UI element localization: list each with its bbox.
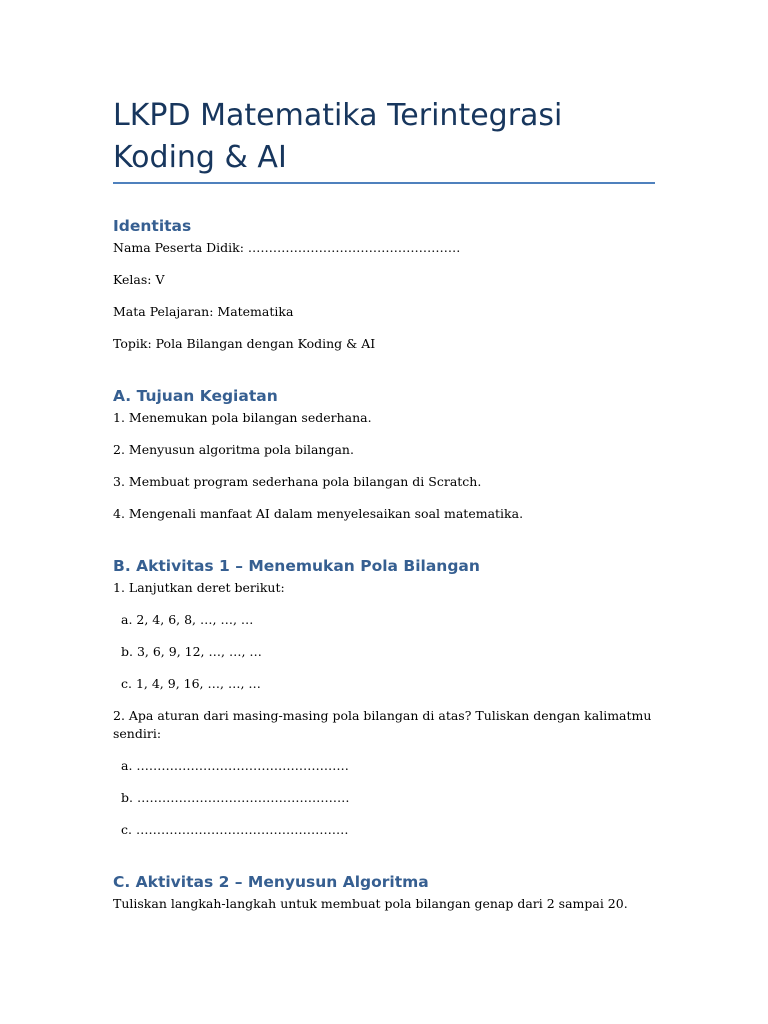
title-divider bbox=[113, 182, 655, 184]
answer-line: a. …………………………………………… bbox=[121, 758, 349, 773]
question-2: 2. Apa aturan dari masing-masing pola bilangan di atas? Tuliskan dengan kalimatmu sendiri: bbox=[113, 708, 652, 741]
section-heading-tujuan: A. Tujuan Kegiatan bbox=[113, 387, 278, 405]
field-nama: Nama Peserta Didik: …………………………………………… bbox=[113, 240, 461, 255]
field-kelas: Kelas: V bbox=[113, 272, 165, 287]
field-topik: Topik: Pola Bilangan dengan Koding & AI bbox=[113, 336, 376, 351]
list-item: b. 3, 6, 9, 12, …, …, … bbox=[121, 644, 262, 659]
section-heading-identitas: Identitas bbox=[113, 217, 192, 235]
list-item: c. 1, 4, 9, 16, …, …, … bbox=[121, 676, 261, 691]
section-heading-aktivitas2: C. Aktivitas 2 – Menyusun Algoritma bbox=[113, 873, 429, 891]
list-item: 3. Membuat program sederhana pola bilangan di Scratch. bbox=[113, 474, 482, 489]
document-page bbox=[113, 0, 658, 913]
question-1: 1. Lanjutkan deret berikut: bbox=[113, 580, 285, 595]
list-item: 4. Mengenali manfaat AI dalam menyelesaikan soal matematika. bbox=[113, 506, 524, 521]
document-title: LKPD Matematika Terintegrasi Koding & AI bbox=[113, 98, 563, 175]
section-heading-aktivitas1: B. Aktivitas 1 – Menemukan Pola Bilangan bbox=[113, 557, 480, 575]
list-item: 2. Menyusun algoritma pola bilangan. bbox=[113, 442, 354, 457]
list-item: a. 2, 4, 6, 8, …, …, … bbox=[121, 612, 254, 627]
instruction-text: Tuliskan langkah-langkah untuk membuat pola bilangan genap dari 2 sampai 20. bbox=[113, 896, 628, 911]
answer-line: c. …………………………………………… bbox=[121, 822, 349, 837]
list-item: 1. Menemukan pola bilangan sederhana. bbox=[113, 410, 372, 425]
answer-line: b. …………………………………………… bbox=[121, 790, 350, 805]
field-mapel: Mata Pelajaran: Matematika bbox=[113, 304, 294, 319]
